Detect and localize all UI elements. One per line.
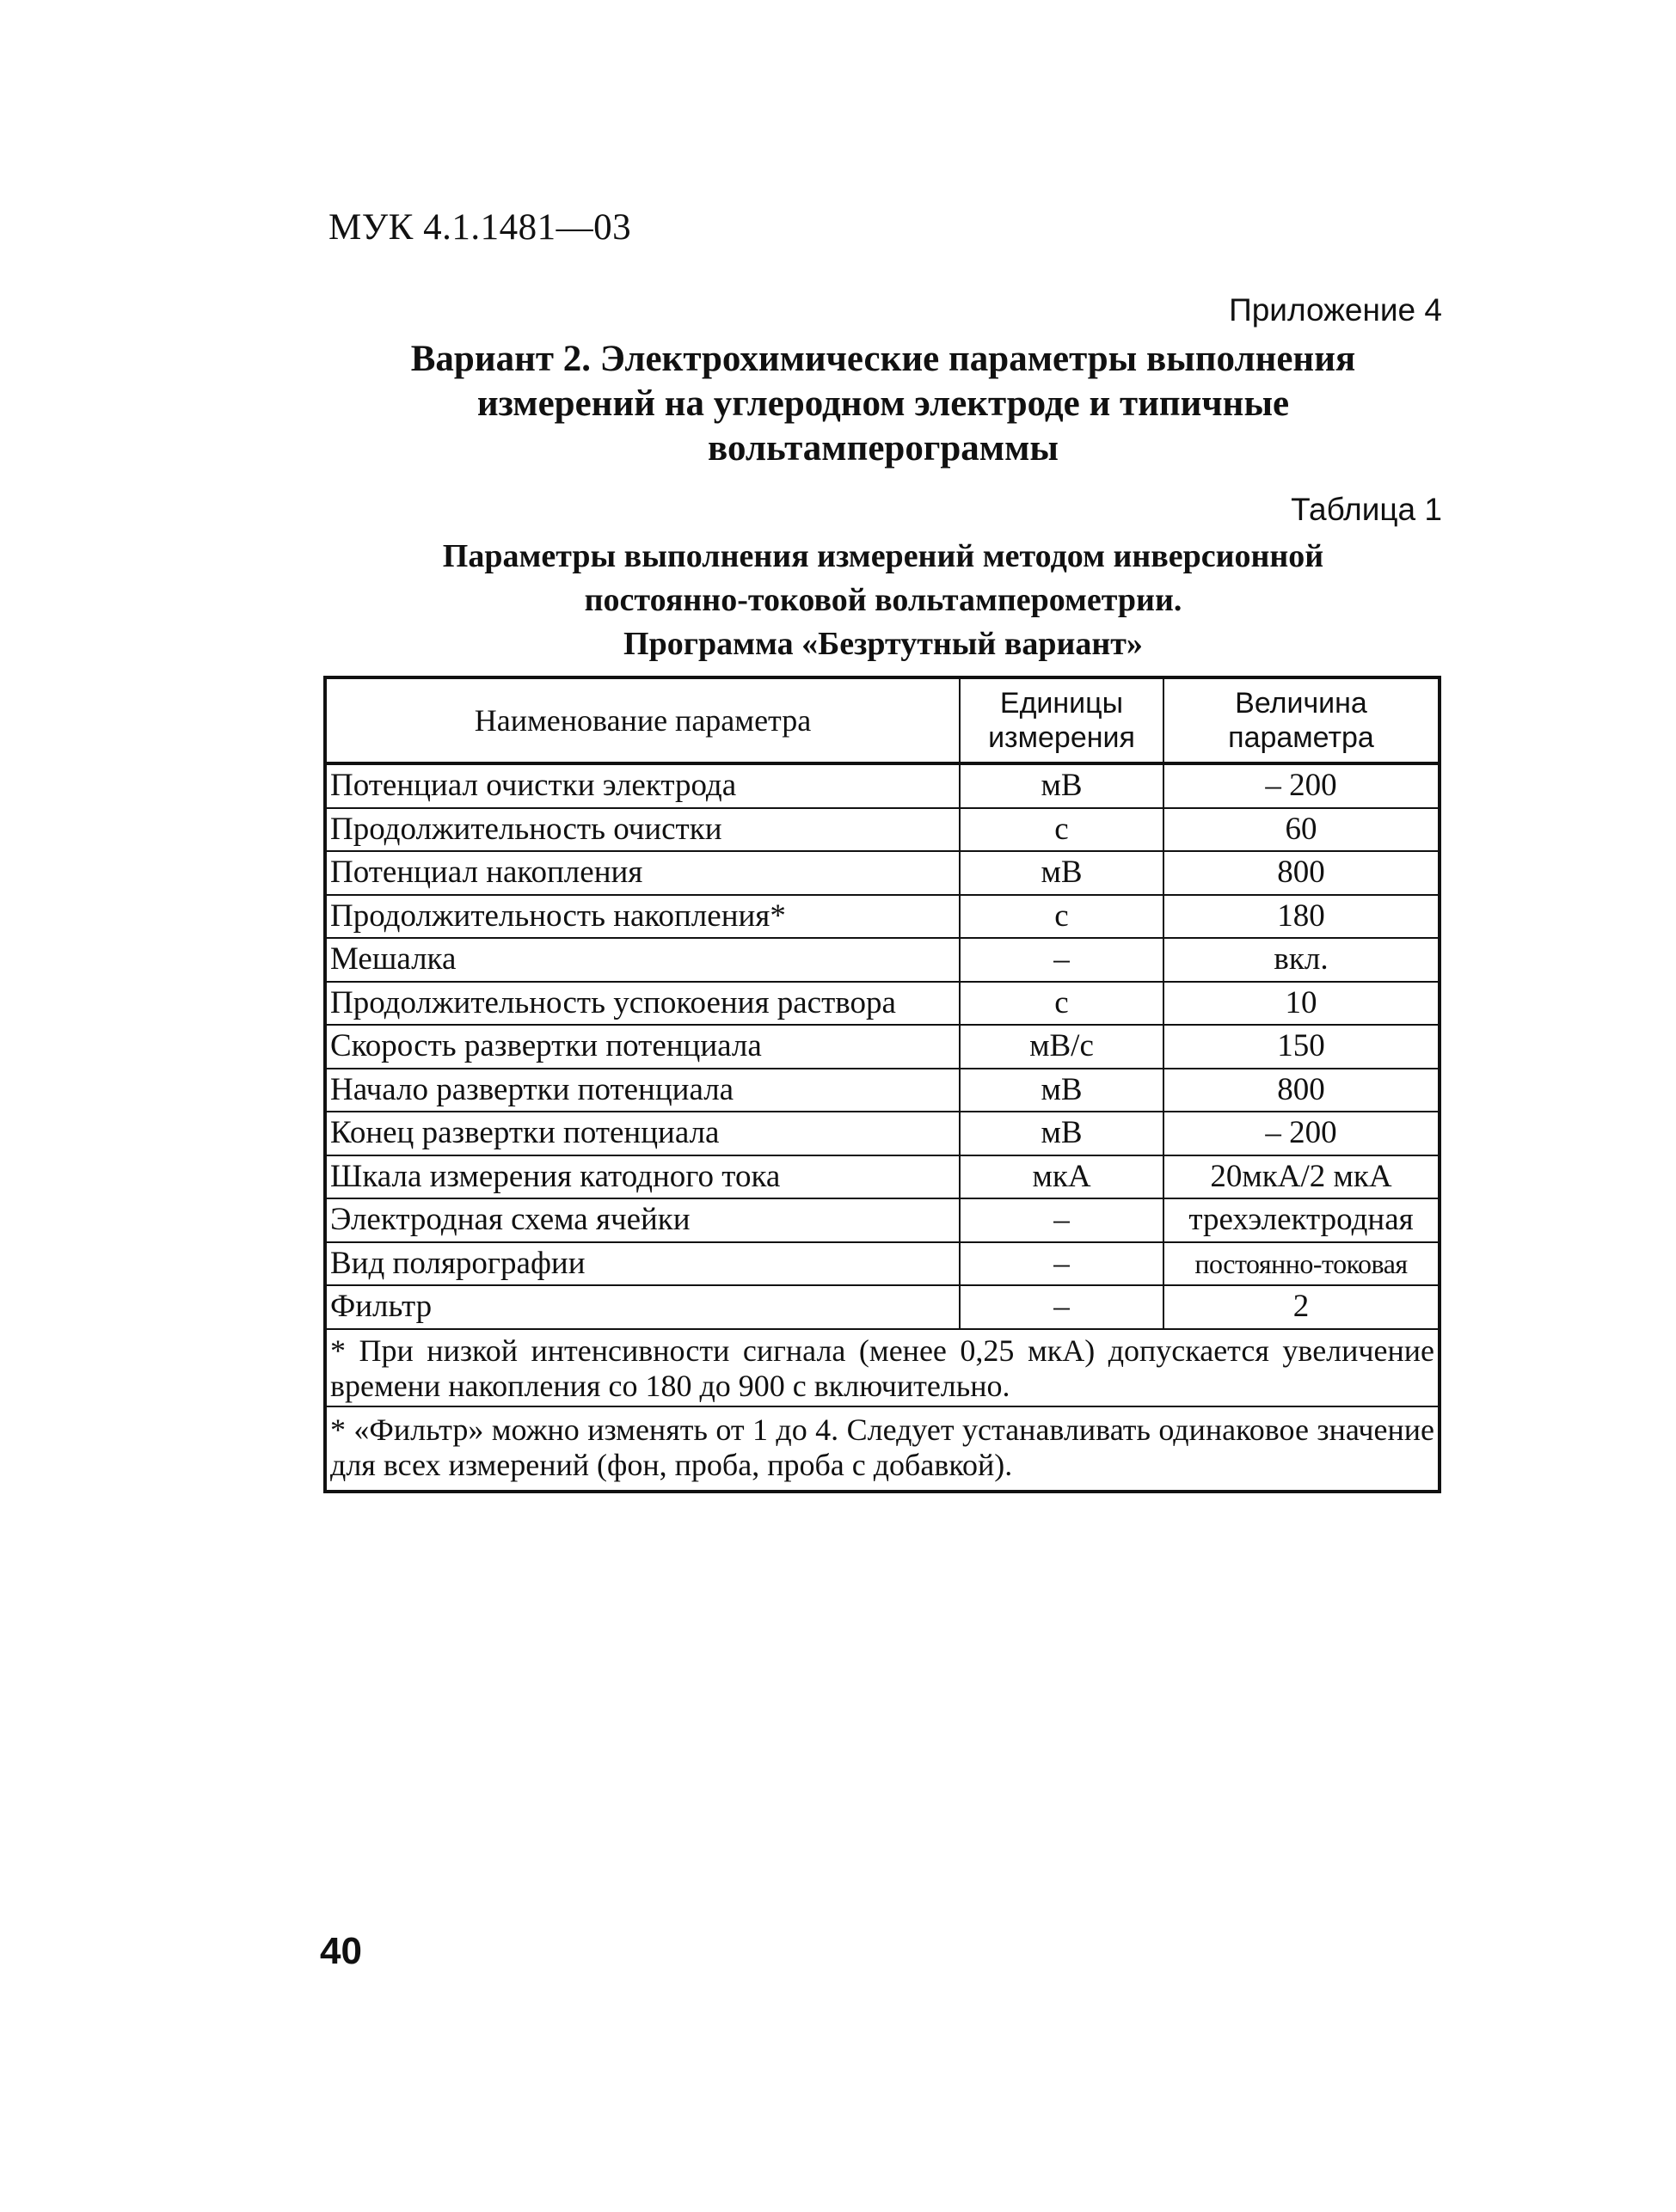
row-unit: мВ [960,763,1163,808]
row-unit: мВ/с [960,1025,1163,1069]
table-title-line-3: Программа «Безртутный вариант» [623,626,1143,662]
row-value: – 200 [1163,763,1440,808]
appendix-label: Приложение 4 [1229,292,1442,328]
row-unit: – [960,1198,1163,1242]
page-number: 40 [320,1930,362,1972]
row-parameter-name: Потенциал накопления [325,851,960,895]
table-note-row [325,1406,1440,1492]
table-note-row [325,1329,1440,1406]
row-parameter-name: Продолжительность успокоения раствора [325,982,960,1026]
row-unit: с [960,895,1163,939]
table-label: Таблица 1 [1291,492,1442,527]
table-row [325,1112,1440,1155]
table-title-line-1: Параметры выполнения измерений методом инверсионной [442,538,1324,574]
table-row [325,982,1440,1026]
row-unit: с [960,982,1163,1026]
header-value-line-1: Величина [1235,687,1367,720]
row-unit: мкА [960,1155,1163,1199]
row-parameter-name: Шкала измерения катодного тока [325,1155,960,1199]
row-unit: – [960,1242,1163,1286]
row-parameter-name: Вид полярографии [325,1242,960,1286]
row-value: – 200 [1163,1112,1440,1155]
row-unit: мВ [960,1069,1163,1112]
row-parameter-name: Электродная схема ячейки [325,1198,960,1242]
table-row [325,1198,1440,1242]
row-value: 2 [1163,1285,1440,1329]
row-unit: с [960,808,1163,852]
table-title-line-2: постоянно-токовой вольтамперометрии. [584,582,1182,618]
section-title-line-2: измерений на углеродном электроде и типичные [476,383,1290,424]
row-parameter-name: Продолжительность накопления* [325,895,960,939]
row-value: 20мкА/2 мкА [1163,1155,1440,1199]
table-footnote-2: * «Фильтр» можно изменять от 1 до 4. Следует устанавливать одинаковое значение для всех измерений (фон, проба, проба с добавкой). [325,1406,1440,1492]
table-row [325,763,1440,808]
table-row [325,1069,1440,1112]
table-row [325,808,1440,852]
row-parameter-name: Конец развертки потенциала [325,1112,960,1155]
row-unit: – [960,1285,1163,1329]
section-title-line-3: вольтамперограммы [708,428,1059,469]
table-row [325,895,1440,939]
header-unit [960,677,1163,763]
row-value: 800 [1163,1069,1440,1112]
table-row [325,1025,1440,1069]
table-row [325,1155,1440,1199]
row-value: постоянно-токовая [1163,1242,1440,1286]
row-unit: мВ [960,1112,1163,1155]
row-parameter-name: Начало развертки потенциала [325,1069,960,1112]
parameters-table [323,676,1441,1493]
row-value: 180 [1163,895,1440,939]
row-unit: – [960,938,1163,982]
section-title [328,337,1438,471]
row-parameter-name: Фильтр [325,1285,960,1329]
row-parameter-name: Скорость развертки потенциала [325,1025,960,1069]
row-value: 150 [1163,1025,1440,1069]
document-code: МУК 4.1.1481—03 [328,207,632,248]
row-unit: мВ [960,851,1163,895]
header-value [1163,677,1440,763]
header-parameter-name: Наименование параметра [325,677,960,763]
table-row [325,851,1440,895]
row-parameter-name: Продолжительность очистки [325,808,960,852]
row-value: 60 [1163,808,1440,852]
table-row [325,1242,1440,1286]
table-footnote-1: * При низкой интенсивности сигнала (менее 0,25 мкА) допускается увеличение времени накопления со 180 до 900 с включительно. [325,1329,1440,1406]
header-unit-line-1: Единицы [999,687,1124,720]
row-value: 800 [1163,851,1440,895]
row-parameter-name: Потенциал очистки электрода [325,763,960,808]
row-value: 10 [1163,982,1440,1026]
row-value: вкл. [1163,938,1440,982]
table-header-row [325,677,1440,763]
table-row [325,1285,1440,1329]
row-parameter-name: Мешалка [325,938,960,982]
row-value: трехэлектродная [1163,1198,1440,1242]
section-title-line-1: Вариант 2. Электрохимические параметры выполнения [410,339,1356,379]
table-title [328,535,1438,666]
table-row [325,938,1440,982]
header-value-line-2: параметра [1228,721,1374,754]
header-unit-line-2: измерения [988,721,1135,754]
